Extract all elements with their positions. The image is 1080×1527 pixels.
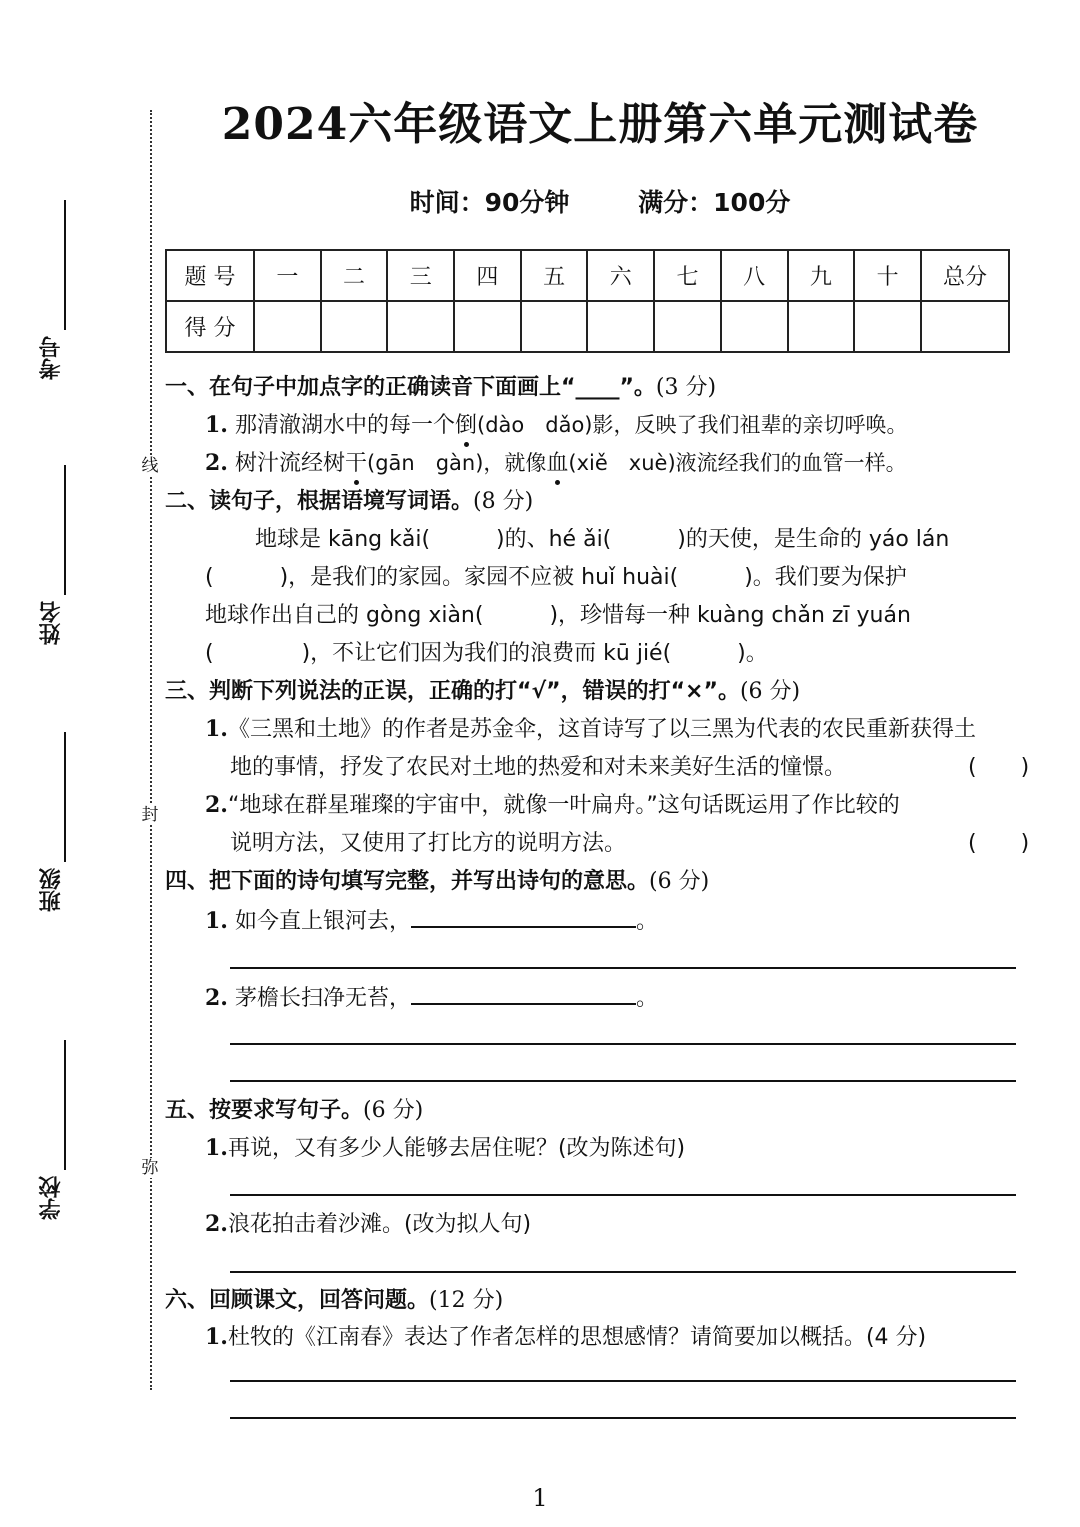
answer-line[interactable] [230,1380,1016,1382]
school-field[interactable] [36,1040,96,1220]
score-header-cell: 四 [454,250,521,301]
section-3-title: 三、判断下列说法的正误，正确的打“√”，错误的打“×”。 [165,679,740,704]
question-text[interactable]: (gān gàn)，就像 [367,451,547,475]
score-header-cell: 九 [788,250,855,301]
s1-question-1 [205,408,907,439]
name-line [64,465,66,595]
question-number: 2. [205,985,228,1011]
score-cell[interactable] [454,301,521,352]
s3-answer-paren-1[interactable]: ( ) [968,755,1030,780]
question-number: 1. [205,1324,228,1350]
poem-blank-1[interactable] [411,904,636,928]
s3-question-1-line-2: 地的事情，抒发了农民对土地的热爱和对未来美好生活的憧憬。 [230,755,847,780]
section-1-heading [165,370,716,401]
question-text: 树汁流经树 [234,451,345,476]
poem-blank-2[interactable] [411,981,636,1005]
score-header-cell: 六 [587,250,654,301]
question-number: 2. [205,792,228,818]
score-cell[interactable] [788,301,855,352]
punctuation: 。 [635,909,658,934]
s4-question-2 [205,981,658,1012]
section-4-points: (6 分) [649,869,710,894]
answer-line[interactable] [230,1271,1016,1273]
question-text: 茅檐长扫净无苔， [234,986,411,1011]
section-4-title: 四、把下面的诗句填写完整，并写出诗句的意思。 [165,869,650,894]
score-header-cell: 题 号 [166,250,254,301]
score-cell[interactable] [921,301,1009,352]
score-header-cell: 十 [854,250,921,301]
section-6-title: 六、回顾课文，回答问题。 [165,1288,430,1313]
binding-dotted-line [150,110,152,1390]
question-text: 浪花拍击着沙滩。(改为拟人句) [227,1212,532,1237]
s3-question-1-line-1 [205,712,976,743]
score-table-header-row [166,250,1009,301]
score-table [165,249,1010,353]
score-cell[interactable] [254,301,321,352]
class-label: 班级 [39,868,64,912]
score-cell[interactable] [321,301,388,352]
score-cell[interactable] [721,301,788,352]
exam-no-line [64,200,66,330]
dotted-char: 倒 [454,413,477,438]
exam-meta [160,183,1040,219]
question-number: 1. [205,716,228,742]
question-number: 2. [205,1211,228,1237]
exam-no-label: 考号 [39,336,64,380]
section-5-title: 五、按要求写句子。 [165,1098,364,1123]
s5-question-1 [205,1131,685,1162]
dotted-char: 血 [546,451,569,476]
score-header-cell: 五 [521,250,588,301]
answer-line[interactable] [230,967,1016,969]
section-5-heading [165,1093,423,1124]
section-6-points: (12 分) [429,1288,504,1313]
cut-mark-mi: 弥 [138,1158,162,1178]
section-2-title: 二、读句子，根据语境写词语。 [165,489,474,514]
question-number: 1. [205,908,228,934]
s3-question-2-line-2: 说明方法，又使用了打比方的说明方法。 [230,831,627,856]
answer-line[interactable] [230,1194,1016,1196]
section-6-heading [165,1283,503,1314]
score-row-label: 得 分 [166,301,254,352]
score-header-cell: 总分 [921,250,1009,301]
section-3-heading [165,674,800,705]
score-header-cell: 七 [654,250,721,301]
score-cell[interactable] [654,301,721,352]
section-1-title: 一、在句子中加点字的正确读音下面画上“____”。 [165,375,656,400]
class-field[interactable] [36,732,96,912]
score-header-cell: 三 [387,250,454,301]
class-line [64,732,66,862]
question-text[interactable]: (dào dǎo)影，反映了我们祖辈的亲切呼唤。 [477,413,908,437]
answer-line[interactable] [230,1080,1016,1082]
s1-question-2 [205,446,907,477]
dotted-char: 干 [344,451,367,476]
name-field[interactable] [36,465,96,645]
school-label: 学校 [39,1176,64,1220]
answer-line[interactable] [230,1417,1016,1419]
page-title: 2024六年级语文上册第六单元测试卷 [221,99,979,150]
score-cell[interactable] [521,301,588,352]
question-number: 1. [205,1135,228,1161]
s3-answer-paren-2[interactable]: ( ) [968,831,1030,856]
cut-mark-line: 线 [138,456,162,476]
score-header-cell: 八 [721,250,788,301]
s2-line-3[interactable]: 地球作出自己的 gòng xiàn( )，珍惜每一种 kuàng chǎn zī yuán [205,603,911,628]
punctuation: 。 [635,986,658,1011]
question-text: 再说，又有多少人能够去居住呢？(改为陈述句) [227,1136,686,1161]
exam-time: 时间：90分钟 [409,188,570,217]
exam-full-score: 满分：100分 [638,188,791,217]
question-text: 杜牧的《江南春》表达了作者怎样的思想感情？请简要加以概括。(4 分) [227,1325,927,1350]
name-label: 姓名 [39,601,64,645]
answer-line[interactable] [230,1043,1016,1045]
section-4-heading [165,864,709,895]
exam-no-field[interactable] [36,200,96,380]
score-cell[interactable] [587,301,654,352]
question-text[interactable]: (xiě xuè)液流经我们的血管一样。 [568,451,907,475]
question-text: 如今直上银河去， [234,909,411,934]
s2-line-2[interactable]: ( )，是我们的家园。家园不应被 huǐ huài( )。我们要为保护 [205,565,907,590]
score-header-cell: 二 [321,250,388,301]
section-3-points: (6 分) [739,679,801,704]
section-1-points: (3 分) [655,375,717,400]
s3-question-2-line-1 [205,788,900,819]
school-line [64,1040,66,1170]
question-number: 1. [205,412,228,438]
s5-question-2 [205,1207,531,1238]
score-header-cell: 一 [254,250,321,301]
s6-question-1 [205,1320,926,1351]
s2-line-1[interactable]: 地球是 kāng kǎi( )的、hé ǎi( )的天使，是生命的 yáo lán [255,527,950,552]
score-cell[interactable] [387,301,454,352]
s4-question-1 [205,904,658,935]
score-table-score-row [166,301,1009,352]
section-2-points: (8 分) [473,489,534,514]
page-number: 1 [532,1484,548,1512]
section-5-points: (6 分) [363,1098,424,1123]
section-2-heading [165,484,533,515]
s2-line-4[interactable]: ( )，不让它们因为我们的浪费而 kū jié( )。 [205,641,768,666]
question-text: 《三黑和土地》的作者是苏金伞，这首诗写了以三黑为代表的农民重新获得土 [227,717,976,742]
score-cell[interactable] [854,301,921,352]
cut-mark-seal: 封 [138,805,162,825]
question-text: 那清澈湖水中的每一个 [234,413,455,438]
question-number: 2. [205,450,228,476]
question-text: “地球在群星璀璨的宇宙中，就像一叶扁舟。”这句话既运用了作比较的 [227,793,900,818]
